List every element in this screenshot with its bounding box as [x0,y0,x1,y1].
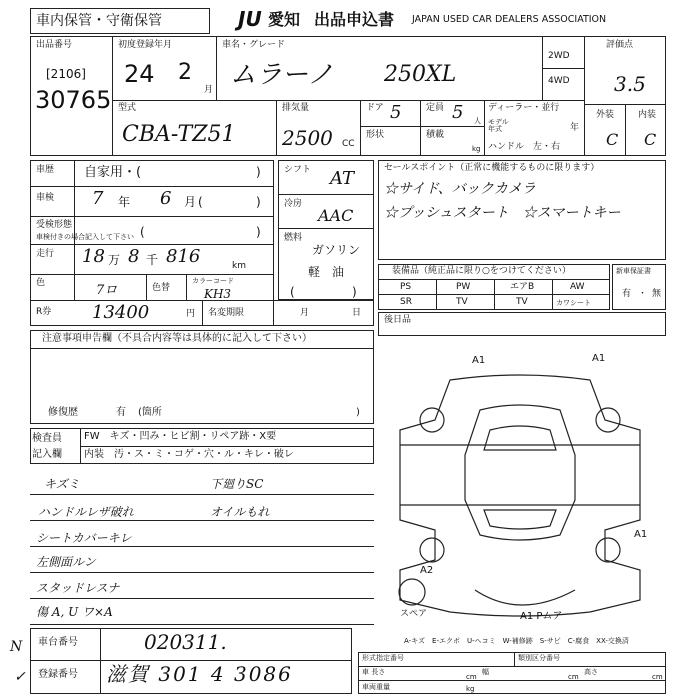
drive-2wd: 2WD [548,51,570,61]
vehicle-name-label: 車名・グレード [222,40,286,50]
note-left-3: シートカバーキレ [36,531,132,545]
inspection-month: 6 [160,188,172,209]
color-change-label: 色替 [152,283,171,293]
mileage-remainder: 816 [166,246,201,267]
diagram-mark-5: A1 Pムア [520,611,563,622]
interior-row: 内装 汚・ス・ミ・コゲ・穴・ル・キレ・破レ [84,449,294,460]
damage-legend: A-キズ E-エクボ U-ヘコミ W-補修跡 S-サビ C-腐食 XX-交換済 [404,637,629,645]
recycle-paren: ( [140,225,145,239]
form-cert-label: 形式指定番号 [362,654,404,662]
equip-pw: PW [456,282,471,292]
class-label: 類別区分番号 [518,654,560,662]
weight-kg: kg [466,685,475,693]
notes-label: 注意事項申告欄（不具合内容等は具体的に記入して下さい） [42,333,312,344]
name-change-label: 名変期限 [208,308,245,318]
fuel-paren: ( [290,285,295,299]
model-code: CBA-TZ51 [122,122,236,147]
doors: 5 [390,102,402,123]
model-label: 型式 [118,103,137,113]
repair-close: ) [356,407,360,418]
weight-label: 車両重量 [362,683,390,691]
recycle-label: 受検形態 [36,220,73,230]
repair-paren: (箇所 [138,407,162,418]
color-label: 色 [36,278,46,288]
load-label: 積載 [426,130,445,140]
displacement-label: 排気量 [282,103,310,113]
record-label: 記入欄 [32,449,62,460]
rating-label: 評価点 [606,40,634,50]
diagram-mark-4: A1 [634,529,648,540]
spare-label: スペア [400,609,428,619]
warranty-no: 無 [652,289,662,299]
note-left-4: 左側面ルン [36,555,96,569]
capacity-label: 定員 [426,103,445,113]
recycle-close: ) [256,225,261,239]
interior-label: 内装 [638,110,657,120]
repair-label: 修復歴 [48,407,78,418]
brand-name: 愛知 [268,10,301,29]
post-items-label: 後日品 [384,315,412,325]
equipment-label: 装備品（純正品に限り○をつけてください） [392,266,571,276]
form-title: 出品申込書 [314,10,395,29]
spec-frame [358,652,666,694]
rating-score: 3.5 [614,72,646,96]
inspection-close: ) [256,195,261,209]
name-change-month: 月 [300,308,310,318]
displacement: 2500 [282,126,333,150]
recycle-fee-label: R券 [36,307,52,317]
reg-label: 登録番号 [38,669,78,680]
year-unit: 年 [570,123,580,133]
lot-label: 出品番号 [36,40,73,50]
vehicle-name: ムラーノ [230,60,334,90]
fuel-close: ) [352,285,357,299]
vehicle-grade: 250XL [384,62,457,87]
inspection-paren: ( [198,195,203,209]
color-value: 7ロ [96,283,118,298]
recycle-note: 車検付きの場合記入して下さい [36,233,134,241]
drive-4wd: 4WD [548,76,570,86]
shift-label: シフト [284,165,312,175]
registration-year: 24 [124,60,155,88]
equip-airbag: エアB [510,282,535,292]
inspection-label: 車検 [36,193,55,203]
load-unit: kg [472,145,481,153]
doors-label: ドア [366,103,384,113]
displacement-unit: CC [342,139,355,149]
check-mark-tick: ✓ [14,669,26,685]
equip-tv: TV [516,297,528,307]
length-label: 車 長さ [362,668,386,676]
ju-logo: JU [238,7,262,31]
registration-label: 初度登録年月 [118,40,173,50]
chassis-number: 020311. [144,630,227,654]
equip-ps: PS [400,282,412,292]
fw-row: FW キズ・凹み・ヒビ割・リペア跡・X要 [84,431,277,442]
interior-grade: C [644,130,657,149]
fuel-label: 燃料 [284,233,303,243]
registration-month: 2 [178,60,192,85]
english-title: JAPAN USED CAR DEALERS ASSOCIATION [412,14,607,25]
exterior-grade: C [606,130,619,149]
selling-points-label: セールスポイント（正常に機能するものに限ります） [384,163,600,173]
model-year-label: モデル 年式 [488,118,509,133]
recycle-fee-unit: 円 [186,309,196,319]
equip-nav: TV [456,297,468,307]
selling-point-2: ☆プッシュスタート ☆スマートキー [384,205,621,221]
registration-month-unit: 月 [204,85,214,95]
width-cm: cm [568,673,579,681]
note-left-6: 傷 A, U ワ×A [36,605,113,619]
mileage-unit: km [232,261,246,271]
color-code: KH3 [204,287,232,301]
width-label: 幅 [482,668,489,676]
name-change-day: 日 [352,308,362,318]
usage-value: 自家用・( [84,165,142,180]
exterior-label: 外装 [596,110,615,120]
length-cm: cm [466,673,477,681]
selling-point-1: ☆サイド、バックカメラ [384,181,536,197]
mileage-10k: 18 [82,246,105,267]
capacity: 5 [452,102,464,123]
lot-number: 30765 [35,86,112,114]
shift-value: AT [330,168,355,189]
mileage-10k-unit: 万 [108,253,121,267]
inspection-month-unit: 月 [184,195,197,209]
recycle-fee: 13400 [92,302,150,323]
note-left-2: ハンドルレザ破れ [38,505,134,519]
mileage-1k: 8 [128,246,140,267]
equip-sr: SR [400,297,412,307]
chassis-label: 車台番号 [38,637,78,648]
lot-code: [2106] [46,67,86,81]
ac-label: 冷房 [284,199,303,209]
note-left-1: キズミ [44,477,80,491]
diagram-mark-2: A1 [592,353,606,364]
fuel-gasoline: ガソリン [312,243,361,257]
storage-label: 車内保管・守衛保管 [36,13,162,29]
mileage-1k-unit: 千 [146,253,159,267]
height-label: 高さ [584,668,598,676]
warranty-sep: ・ [638,289,648,299]
inspection-year: 7 [92,188,104,209]
warranty-yes: 有 [622,289,632,299]
usage-label: 車歴 [36,165,55,175]
check-mark-n: N [10,639,23,655]
inspector-label: 検査員 [32,433,62,444]
color-code-label: カラーコード [192,277,234,285]
diagram-mark-3: A2 [420,565,434,576]
dealer-label: ディーラー・並行 [488,103,560,113]
mileage-label: 走行 [36,249,55,259]
diagram-mark-1: A1 [472,355,486,366]
fuel-diesel: 軽 油 [308,265,345,279]
ac-value: AAC [318,206,354,225]
shape-label: 形状 [366,130,385,140]
inspection-year-unit: 年 [118,195,131,209]
equip-leather: カワシート [556,299,591,307]
equip-aw: AW [570,282,585,292]
warranty-label: 新車保証書 [616,267,651,275]
capacity-unit: 人 [474,117,481,125]
repair-value: 有 [116,407,126,418]
note-right-2: オイルもれ [210,505,270,519]
height-cm: cm [652,673,663,681]
usage-close: ) [256,165,261,179]
handle-label: ハンドル 左・右 [488,142,561,152]
reg-number: 滋賀 301 4 3086 [106,662,293,686]
note-left-5: スタッドレスナ [36,581,120,595]
note-right-1: 下廻りSC [210,477,264,491]
